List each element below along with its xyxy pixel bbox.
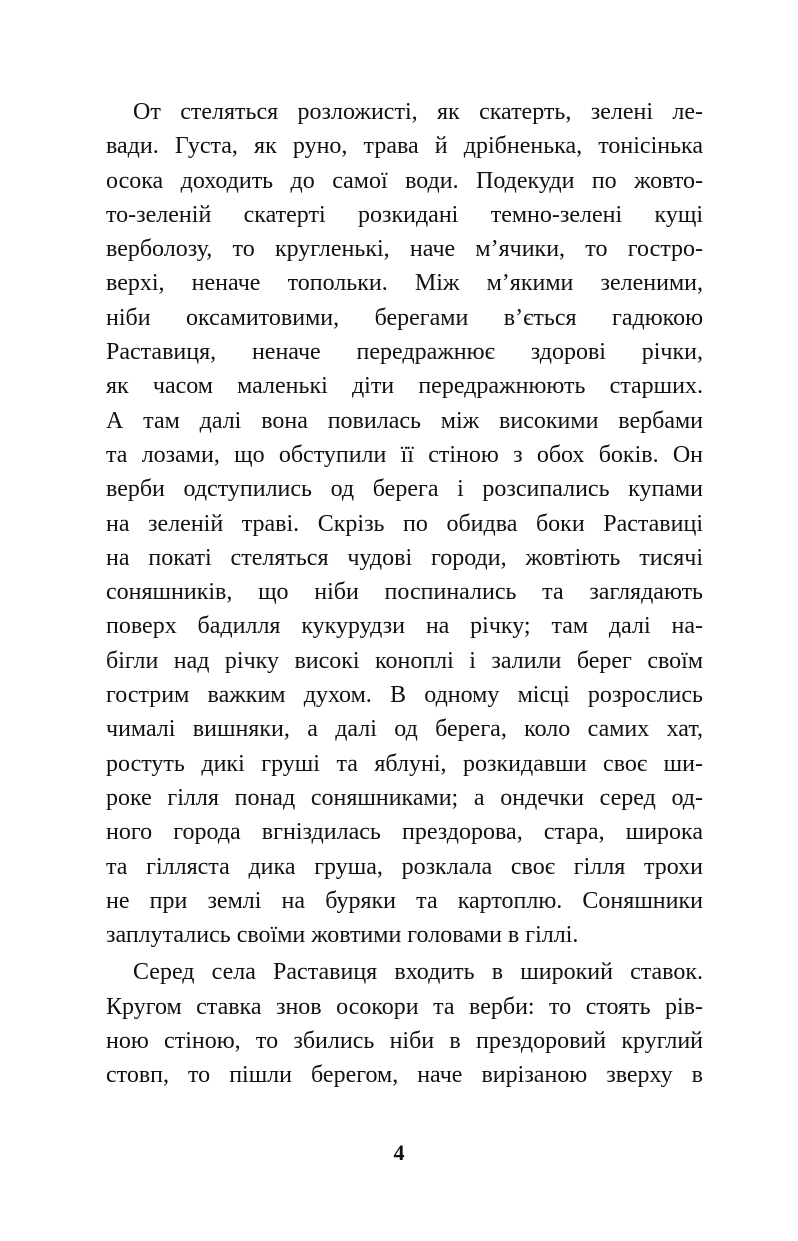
text-line: заплутались своїми жовтими головами в гіллі.: [106, 922, 579, 949]
text-line: то-зеленій скатерті розкидані темно-зелені кущі: [106, 201, 703, 228]
text-line: ного города вгніздилась прездорова, стара, широка: [106, 819, 703, 846]
text-line: та лозами, що обступили її стіною з обох боків. Он: [106, 441, 703, 468]
paragraph-2: [106, 955, 703, 1092]
text-line: бігли над річку високі коноплі і залили берег своїм: [106, 647, 703, 674]
text-line: От стеляться розложисті, як скатерть, зелені ле-: [133, 99, 703, 125]
text-line: Серед села Раставиця входить в широкий ставок.: [133, 959, 703, 986]
text-line: чималі вишняки, а далі од берега, коло самих хат,: [106, 716, 703, 743]
page-number: 4: [393, 1140, 405, 1165]
text-line: верби одступились од берега і розсипались купами: [106, 476, 703, 503]
text-line: ніби оксамитовими, берегами в’ється гадюкою: [106, 304, 703, 331]
text-line: на зеленій траві. Скрізь по обидва боки Раставиці: [106, 510, 703, 537]
paragraph-1: [106, 95, 703, 952]
body-text: [106, 95, 703, 1093]
text-line: стовп, то пішли берегом, наче вирізаною зверху в: [106, 1062, 703, 1089]
text-line: роке гілля понад соняшниками; а ондечки серед од-: [106, 784, 703, 811]
text-line: ростуть дикі груші та яблуні, розкидавши своє ши-: [106, 750, 703, 777]
text-line: верхі, неначе топольки. Між м’якими зеленими,: [106, 270, 703, 297]
text-line: вади. Густа, як руно, трава й дрібненька, тонісінька: [106, 133, 703, 160]
text-line: Кругом ставка знов осокори та верби: то стоять рів-: [106, 993, 703, 1020]
text-line: верболозу, то кругленькі, наче м’ячики, то гостро-: [106, 236, 703, 263]
text-line: та гілляста дика груша, розклала своє гілля трохи: [106, 853, 703, 880]
text-line: ною стіною, то збились ніби в прездоровий круглий: [106, 1028, 703, 1055]
text-line: соняшників, що ніби поспинались та заглядають: [106, 579, 703, 606]
text-line: на покаті стеляться чудові городи, жовтіють тисячі: [106, 544, 703, 571]
text-line: осока доходить до самої води. Подекуди по жовто-: [106, 167, 703, 194]
text-line: гострим важким духом. В одному місці розрослись: [106, 682, 703, 709]
text-line: А там далі вона повилась між високими вербами: [106, 407, 703, 434]
text-line: Раставиця, неначе передражнює здорові річки,: [106, 339, 703, 366]
text-line: не при землі на буряки та картоплю. Соняшники: [106, 887, 703, 914]
text-line: як часом маленькі діти передражнюють старших.: [106, 373, 703, 400]
text-line: поверх бадилля кукурудзи на річку; там далі на-: [106, 613, 703, 640]
